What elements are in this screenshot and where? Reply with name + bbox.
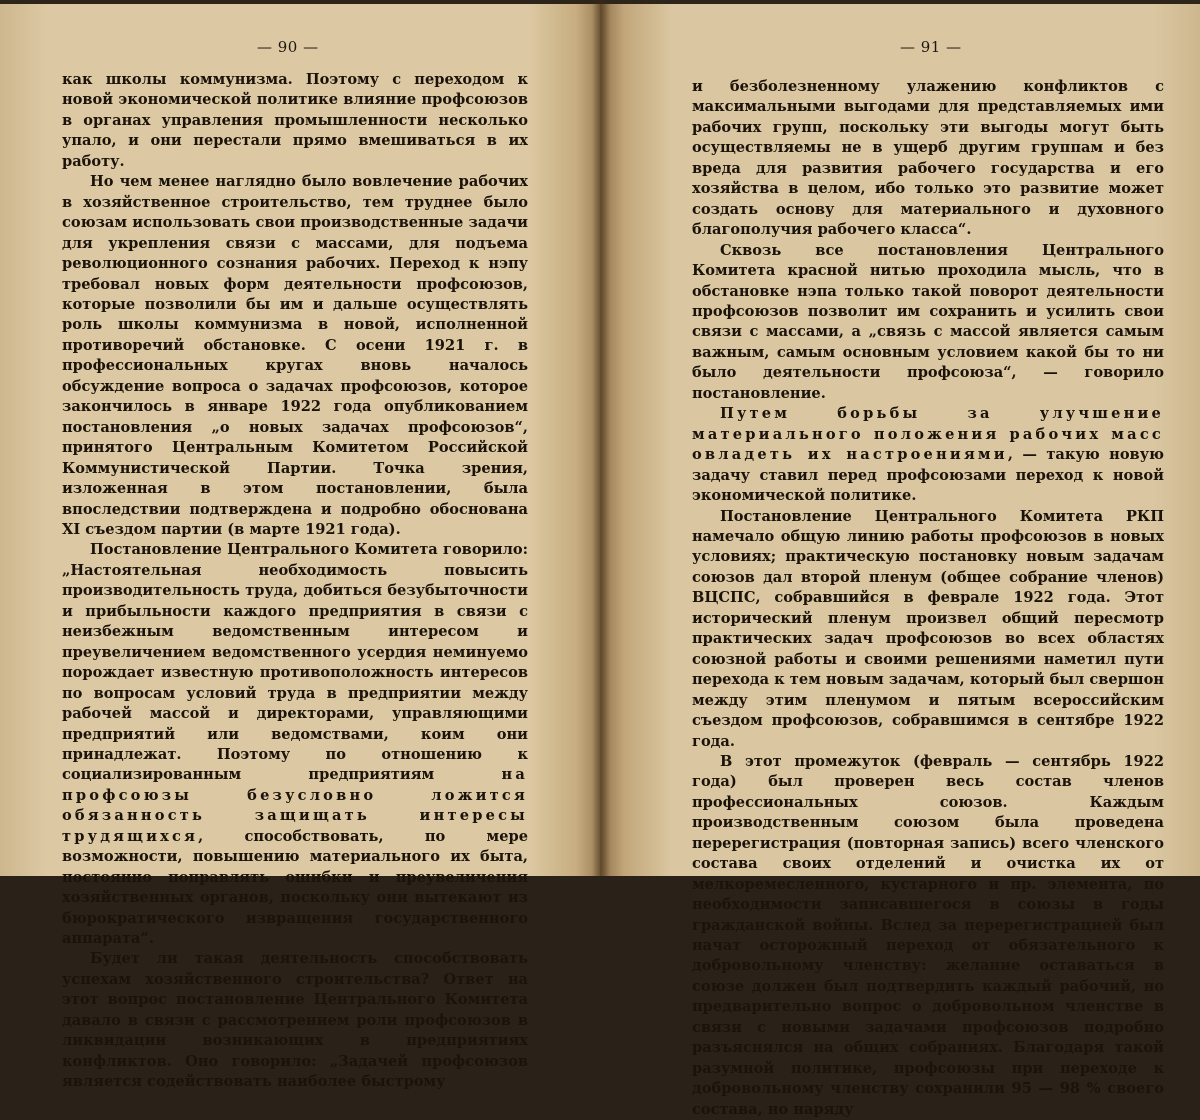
- emphasized-text: на профсоюзы безусловно ложится обязанность защищать интересы трудящихся: [62, 766, 528, 845]
- paragraph: [692, 77, 1164, 241]
- paragraph: [62, 949, 528, 1092]
- paragraph-text: и безболезненному улажению конфликтов с максимальными выгодами для представляемых ими рабочих групп, поскольку эти выгоды могут быть осуществляемы не в ущерб другим группам и без вреда для развития рабочего государства и его хозяйства в целом, ибо только это развитие может создать основу для материального и духовного благополучия рабочего класса“.: [692, 78, 1164, 239]
- emphasized-text: Путем борьбы за улучшение материального положения рабочих масс овладеть их настроениями: [692, 405, 1164, 464]
- paragraph-text: Но чем менее наглядно было вовлечение рабочих в хозяйственное строительство, тем труднее было союзам использовать свои производственные задачи для укрепления связи с массами, для подъема революционного сознания рабочих. Переход к нэпу требовал новых форм деятельности профсоюзов, которые позволили бы им и дальше осуществлять роль школы коммунизма в новой, исполненной противоречий обстановке. С осени 1921 г. в профессиональных кругах вновь началось обсуждение вопроса о задачах профсоюзов, которое закончилось в январе 1922 года опубликованием постановления „о новых задачах профсоюзов“, принятого Центральным Комитетом Российской Коммунистической Партии. Точка зрения, изложенная в этом постановлении, была впоследствии подтверждена и подробно обоснована XI съездом партии (в марте 1921 года).: [62, 173, 528, 538]
- right-page: [600, 4, 1200, 1118]
- paragraph: [62, 70, 528, 172]
- paragraph: [692, 752, 1164, 1120]
- left-page: [0, 4, 600, 1091]
- paragraph: [692, 507, 1164, 752]
- paragraph: [62, 540, 528, 949]
- paragraph-text: Постановление Центрального Комитета говорило: „Настоятельная необходимость повысить производительность труда, добиться безубыточности и прибыльности каждого предприятия в связи с неизбежным ведомственным интересом и преувеличением ведомственного усердия неминуемо порождает известную противоположность интересов по вопросам условий труда в предприятии между рабочей массой и директорами, управляющими предприятий или ведомствами, коим они принадлежат. Поэтому по отношению к социализированным предприятиям: [62, 541, 528, 784]
- page-number-right: — 91 —: [900, 38, 962, 56]
- paragraph-text: как школы коммунизма. Поэтому с переходом к новой экономической политике влияние профсоюзов в органах управления промышленности несколько упало, и они перестали прямо вмешиваться в их работу.: [62, 71, 528, 170]
- paragraph-text: Будет ли такая деятельность способствовать успехам хозяйственного строительства? Ответ на этот вопрос постановление Центрального Комитета давало в связи с рассмотрением роли профсоюзов в ликвидации возникающих в предприятиях конфликтов. Оно говорило: „Задачей профсоюзов является содействовать наиболее быстрому: [62, 950, 528, 1091]
- paragraph-text: Постановление Центрального Комитета РКП намечало общую линию работы профсоюзов в новых условиях; практическую постановку новым задачам союзов дал второй пленум (общее собрание членов) ВЦСПС, собравшийся в феврале 1922 года. Этот исторический пленум произвел общий пересмотр практических задач профсоюзов во всех областях союзной работы и своими решениями наметил пути перехода к тем новым задачам, который был свершон между этим пленумом и пятым всероссийским съездом профсоюзов, собравшимся в сентябре 1922 года.: [692, 507, 1164, 750]
- paragraph: [692, 404, 1164, 506]
- paragraph: [692, 241, 1164, 405]
- page-number-left: — 90 —: [257, 38, 319, 56]
- paragraph-text: В этот промежуток (февраль — сентябрь 1922 года) был проверен весь состав членов профессиональных союзов. Каждым производственным союзом была проведена перерегистрация (повторная запись) всего членского состава своих отделений и очистка их от мелкоремесленного, кустарного и пр. элемента, по необходимости записавшегося в союзы в годы гражданской войны. Вслед за перерегистрацией был начат осторожный переход от обязательного к добровольному членству: желание оставаться в союзе должен был подтвердить каждый рабочий, но предварительно вопрос о добровольном членстве в связи с новыми задачами профсоюзов подробно разъяснялся на общих собраниях. Благодаря такой разумной политике, профсоюзы при переходе к добровольному членству сохранили 95 — 98 % своего состава, но наряду: [692, 752, 1164, 1118]
- paragraph-text: , — такую новую задачу ставил перед профсоюзами переход к новой экономической политике.: [692, 446, 1164, 505]
- paragraph: [62, 172, 528, 540]
- left-page-text: [62, 70, 528, 1093]
- paragraph-text: , способствовать, по мере возможности, повышению материального их быта, постоянно поправлять ошибки и преувеличения хозяйственных органов, поскольку они вытекают из бюрократического извращения государственного аппарата“.: [62, 827, 528, 948]
- paragraph-text: Сквозь все постановления Центрального Комитета красной нитью проходила мысль, что в обстановке нэпа только такой поворот деятельности профсоюзов позволит им сохранить и усилить свои связи с массами, а „связь с массой является самым важным, самым основным условием какой бы то ни было деятельности профсоюза“, — говорило постановление.: [692, 241, 1164, 402]
- right-page-text: [692, 77, 1164, 1120]
